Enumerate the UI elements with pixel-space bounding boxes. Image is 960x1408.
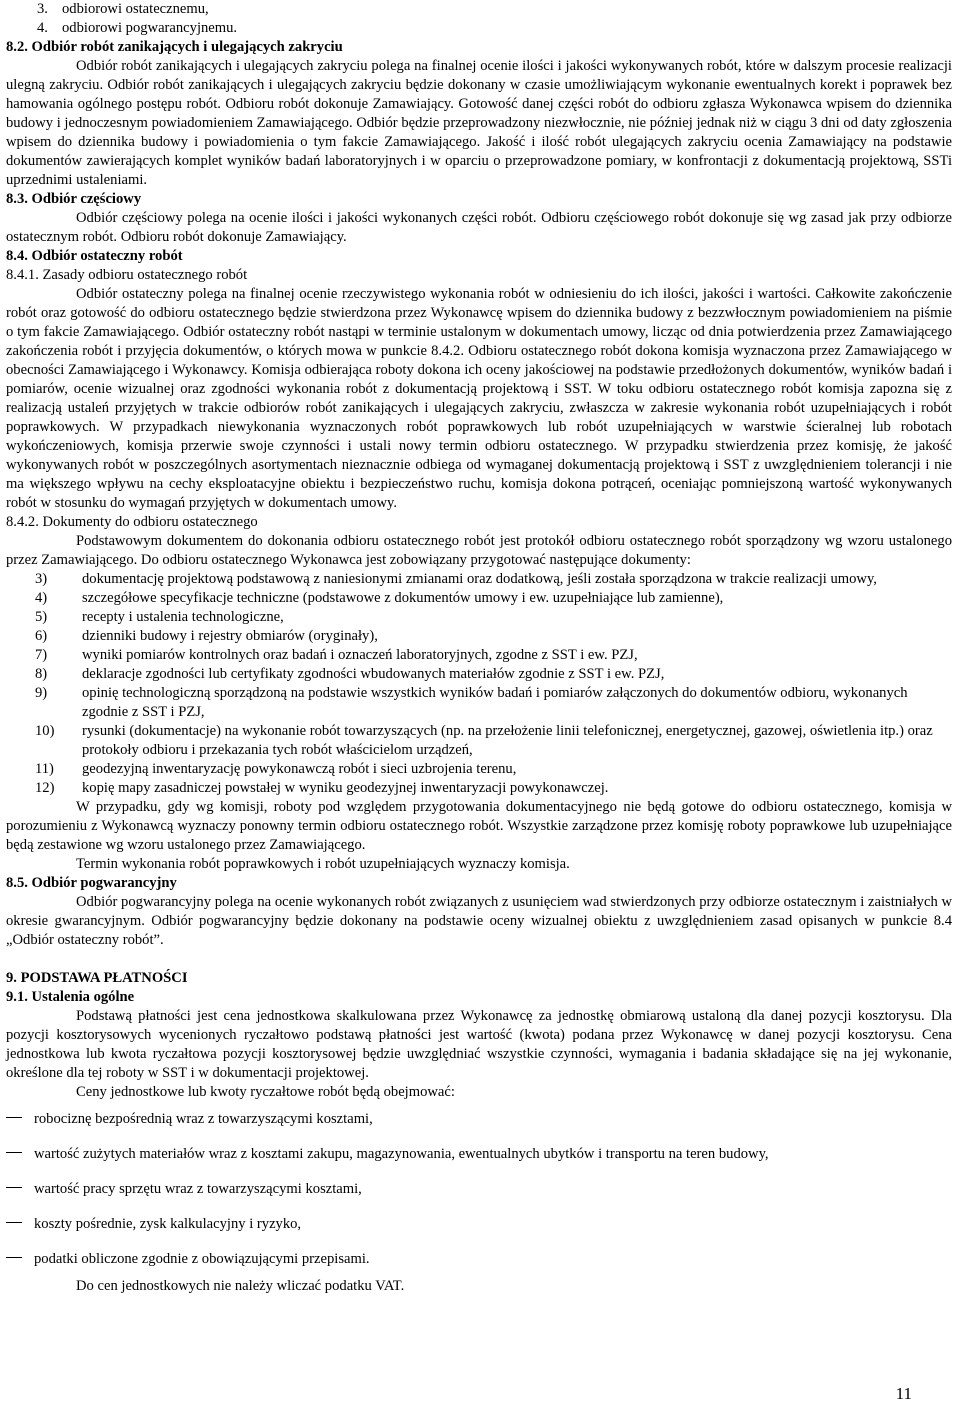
list-number: 3) xyxy=(35,571,48,587)
section-heading-8-2: 8.2. Odbiór robót zanikających i ulegających zakryciu xyxy=(6,39,343,55)
list-text: podatki obliczone zgodnie z obowiązującymi przepisami. xyxy=(34,1251,370,1267)
dash-bullet xyxy=(6,1117,22,1118)
list-text: szczegółowe specyfikacje techniczne (podstawowe z dokumentów umowy i ew. uzupełniające lub zamienne), xyxy=(82,590,724,606)
top-list xyxy=(6,0,952,38)
list-text: dzienniki budowy i rejestry obmiarów (oryginały), xyxy=(82,628,378,644)
list-text: geodezyjną inwentaryzację powykonawczą robót i sieci uzbrojenia terenu, xyxy=(82,761,517,777)
dash-bullet xyxy=(6,1222,22,1223)
paragraph: Ceny jednostkowe lub kwoty ryczałtowe robót będą obejmować: xyxy=(76,1084,455,1100)
list-item xyxy=(6,19,952,38)
spacer xyxy=(6,950,952,969)
list-text: rysunki (dokumentacje) na wykonanie robót towarzyszących (np. na przełożenie linii telefonicznej, energetycznej, gazowej, oświetlenia itp.) oraz protokoły odbioru i przekazania tych robót właścicielom urządzeń, xyxy=(82,723,933,758)
cost-items-list xyxy=(6,1102,952,1277)
list-text: robociznę bezpośrednią wraz z towarzyszącymi kosztami, xyxy=(34,1111,373,1127)
dash-bullet xyxy=(6,1257,22,1258)
paragraph: Odbiór częściowy polega na ocenie ilości i jakości wykonanych części robót. Odbioru częściowego robót dokonuje się wg zasad jak przy odbiorze ostatecznym robót. Odbioru robót dokonuje Zamawiający. xyxy=(6,210,952,245)
list-text: recepty i ustalenia technologiczne, xyxy=(82,609,284,625)
list-item xyxy=(6,627,952,646)
list-text: deklaracje zgodności lub certyfikaty zgodności wbudowanych materiałów zgodnie z SST i ew. PZJ, xyxy=(82,666,665,682)
list-number: 10) xyxy=(35,723,55,739)
list-item xyxy=(6,0,952,19)
list-item xyxy=(6,684,952,722)
list-item xyxy=(6,665,952,684)
list-item xyxy=(6,1137,952,1172)
page-number: 11 xyxy=(895,1384,912,1403)
list-number: 3. xyxy=(37,1,48,17)
section-heading-8-4: 8.4. Odbiór ostateczny robót xyxy=(6,248,183,264)
list-item xyxy=(6,608,952,627)
list-item xyxy=(6,779,952,798)
documents-list xyxy=(6,570,952,798)
list-item xyxy=(6,1207,952,1242)
subsection-heading-9-1: 9.1. Ustalenia ogólne xyxy=(6,989,135,1005)
list-number: 5) xyxy=(35,609,48,625)
paragraph: Termin wykonania robót poprawkowych i robót uzupełniających wyznaczy komisja. xyxy=(76,856,570,872)
section-heading-9: 9. PODSTAWA PŁATNOŚCI xyxy=(6,970,188,986)
list-item xyxy=(6,1242,952,1277)
list-item xyxy=(6,1102,952,1137)
list-text: kopię mapy zasadniczej powstałej w wyniku geodezyjnej inwentaryzacji powykonawczej. xyxy=(82,780,609,796)
section-heading-8-3: 8.3. Odbiór częściowy xyxy=(6,191,142,207)
list-item xyxy=(6,646,952,665)
list-number: 4) xyxy=(35,590,48,606)
list-number: 9) xyxy=(35,685,48,701)
list-item xyxy=(6,760,952,779)
list-text: odbiorowi ostatecznemu, xyxy=(62,1,209,17)
paragraph: Odbiór pogwarancyjny polega na ocenie wykonanych robót związanych z usunięciem wad stwierdzonych przy odbiorze ostatecznym i zaistniałych w okresie gwarancyjnym. Odbiór pogwarancyjny będzie dokonany na podstawie oceny wizualnej obiektu z uwzględnieniem zasad opisanych w punkcie 8.4 „Odbiór ostateczny robót”. xyxy=(6,894,952,948)
list-number: 12) xyxy=(35,780,55,796)
section-heading-8-5: 8.5. Odbiór pogwarancyjny xyxy=(6,875,177,891)
list-item xyxy=(6,722,952,760)
paragraph: Odbiór robót zanikających i ulegających zakryciu polega na finalnej ocenie ilości i jakości wykonywanych robót, które w dalszym procesie realizacji ulegną zakryciu. Odbiór robót zanikających i ulegających zakryciu będzie dokonany w czasie umożliwiającym wykonanie ewentualnych korekt i poprawek bez hamowania ogólnego postępu robót. Odbioru robót dokonuje Zamawiający. Gotowość danej części robót do odbioru zgłasza Wykonawca wpisem do dziennika budowy i jednoczesnym powiadomieniem Zamawiającego. Odbiór będzie przeprowadzony niezwłocznie, nie później jednak niż w ciągu 3 dni od daty zgłoszenia wpisem do dziennika budowy i powiadomienia o tym fakcie Zamawiającego. Jakość i ilość robót ulegających zakryciu ocenia Zamawiający na podstawie dokumentów zawierających komplet wyników badań laboratoryjnych i w oparciu o przeprowadzone pomiary, w konfrontacji z dokumentacją projektową, SSTi uprzednimi ustaleniami. xyxy=(6,58,952,188)
list-text: dokumentację projektową podstawową z naniesionymi zmianami oraz dodatkową, jeśli została sporządzona w trakcie realizacji umowy, xyxy=(82,571,877,587)
dash-bullet xyxy=(6,1152,22,1153)
list-item xyxy=(6,589,952,608)
list-number: 6) xyxy=(35,628,48,644)
list-number: 4. xyxy=(37,20,48,36)
list-item xyxy=(6,570,952,589)
list-number: 7) xyxy=(35,647,48,663)
subsection-heading-8-4-1: 8.4.1. Zasady odbioru ostatecznego robót xyxy=(6,267,248,283)
list-text: odbiorowi pogwarancyjnemu. xyxy=(62,20,238,36)
list-number: 11) xyxy=(35,761,54,777)
list-text: wyniki pomiarów kontrolnych oraz badań i oznaczeń laboratoryjnych, zgodne z SST i ew. PZJ, xyxy=(82,647,638,663)
paragraph: W przypadku, gdy wg komisji, roboty pod względem przygotowania dokumentacyjnego nie będą gotowe do odbioru ostatecznego, komisja w porozumieniu z Wykonawcą wyznaczy ponowny termin odbioru ostatecznego robót. Wszystkie zarządzone przez komisję roboty poprawkowe lub uzupełniające będą zestawione wg wzoru ustalonego przez Zamawiającego. xyxy=(6,799,952,853)
list-number: 8) xyxy=(35,666,48,682)
subsection-heading-8-4-2: 8.4.2. Dokumenty do odbioru ostatecznego xyxy=(6,514,258,530)
paragraph: Podstawą płatności jest cena jednostkowa skalkulowana przez Wykonawcę za jednostkę obmiarową ustaloną dla danej pozycji kosztorysu. Dla pozycji kosztorysowych wycenionych ryczałtowo podstawą płatności jest wartość (kwota) podana przez Wykonawcę w danej pozycji kosztorysu. Cena jednostkowa lub kwota ryczałtowa pozycji kosztorysowej będzie uwzględniać wszystkie czynności, wymagania i badania składające się na jej wykonanie, określone dla tej roboty w SST i w dokumentacji projektowej. xyxy=(6,1008,952,1081)
paragraph: Odbiór ostateczny polega na finalnej ocenie rzeczywistego wykonania robót w odniesieniu do ich ilości, jakości i wartości. Całkowite zakończenie robót oraz gotowość do odbioru ostatecznego będzie stwierdzona przez Wykonawcę wpisem do dziennika budowy z bezzwłocznym powiadomieniem na piśmie o tym fakcie Zamawiającego. Odbiór ostateczny robót nastąpi w terminie ustalonym w dokumentach umowy, licząc od dnia potwierdzenia przez Zamawiającego zakończenia robót i przyjęcia dokumentów, o których mowa w punkcie 8.4.2. Odbioru ostatecznego robót dokona komisja wyznaczona przez Zamawiającego w obecności Zamawiającego i Wykonawcy. Komisja odbierająca roboty dokona ich oceny jakościowej na podstawie przedłożonych dokumentów, wyników badań i pomiarów, ocenie wizualnej oraz zgodności wykonania robót z dokumentacją projektową i SST. W toku odbioru ostatecznego robót komisja zapozna się z realizacją ustaleń przyjętych w trakcie odbiorów robót zanikających i ulegających zakryciu, zwłaszcza w zakresie wykonania robót uzupełniających i robót poprawkowych. W przypadkach niewykonania wyznaczonych robót poprawkowych lub robót uzupełniających w warstwie ścieralnej lub robotach wykończeniowych, komisja przerwie swoje czynności i ustali nowy termin odbioru ostatecznego. W przypadku stwierdzenia przez komisję, że jakość wykonywanych robót w poszczególnych asortymentach nieznacznie odbiega od wymaganej dokumentacją projektową i SST z uwzględnieniem tolerancji i nie ma większego wpływu na cechy eksploatacyjne obiektu i bezpieczeństwo ruchu, komisja dokona potrąceń, oceniając pomniejszoną wartość wykonywanych robót w stosunku do wymagań przyjętych w dokumentach umowy. xyxy=(6,286,952,511)
paragraph: Podstawowym dokumentem do dokonania odbioru ostatecznego robót jest protokół odbioru ostatecznego robót sporządzony wg wzoru ustalonego przez Zamawiającego. Do odbioru ostatecznego Wykonawca jest zobowiązany przygotować następujące dokumenty: xyxy=(6,533,952,568)
paragraph: Do cen jednostkowych nie należy wliczać podatku VAT. xyxy=(76,1278,405,1294)
list-item xyxy=(6,1172,952,1207)
list-text: koszty pośrednie, zysk kalkulacyjny i ryzyko, xyxy=(34,1216,302,1232)
document-content xyxy=(6,0,952,1296)
dash-bullet xyxy=(6,1187,22,1188)
list-text: wartość pracy sprzętu wraz z towarzyszącymi kosztami, xyxy=(34,1181,362,1197)
list-text: opinię technologiczną sporządzoną na podstawie wszystkich wyników badań i pomiarów załączonych do dokumentów odbioru, wykonanych zgodnie z SST i PZJ, xyxy=(82,685,908,720)
list-text: wartość zużytych materiałów wraz z kosztami zakupu, magazynowania, ewentualnych ubytków i transportu na teren budowy, xyxy=(34,1146,769,1162)
